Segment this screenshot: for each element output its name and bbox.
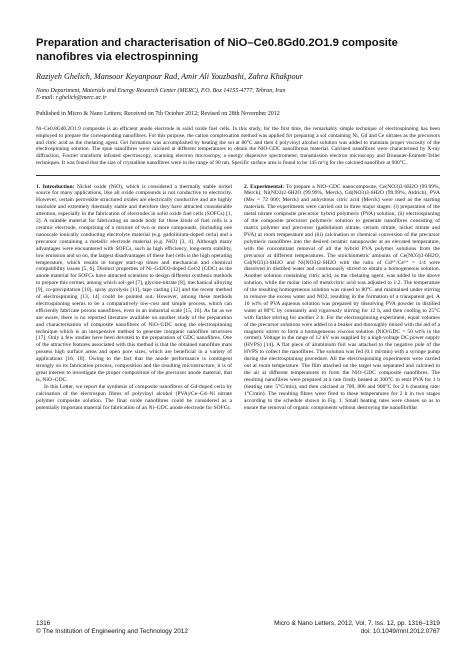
section-heading: 2. Experimental: (244, 183, 285, 190)
paragraph-text: To prepare a NiO–GDC nanocomposite, Ce(NO3)3·6H2O (99.99%, Merck), Ni(NO3)2·6H2O (99.99%, Merck), Gd(NO3)3·6H2O (99.99%, Aldrich), PVA (Mw = 72 000; Merck) and anhydrous citric acid (Merck) were used as the starting materials. The experiments were carried out in three major stages: (i) preparation of the metal nitrate composite precursor hybrid polymeric (PVA) solution, (ii) electrospinning of the composite precursor polymeric solution to generate nanofibres consisting of matrix polymer and precursor (gadolinium nitrate, cerium nitrate, nickel nitrate and PVA) at room temperature and (iii) calcination or chemical conversion of the precursor polymeric nanofibres into the desired ceramic nanopowder at an elevated temperature, with the concomitant removal of all the hybrid PVA polymer solutions from the precursor at different temperatures. The stoichiometric amounts of Ce(NO3)3·6H2O, Gd(NO3)3·6H2O and Ni(NO3)2·6H2O with the ratio of Gd³⁺/Ce³⁺ = 1/4 were dissolved in distilled water and continuously stirred to obtain a homogeneous solution. Another solution containing citric acid, as the chelating agent, was added to the above solution, while the molar ratio of metal:citric acid was adjusted to 1:2. The temperature of the resulting homogeneous solution was raised to 80°C and maintained under stirring to remove the excess water and NO2, resulting in the formation of a transparent gel. A 10 wt% of PVA aqueous solution was prepared by dissolving PVA powder in distilled water at 80°C by constantly and vigorously stirring for 12 h, and then cooling to 25°C with further stirring for another 2 h. For the electrospinning experiment, equal volumes of the precursor solutions were added to a beaker and thoroughly mixed with the aid of a magnetic stirrer to form a homogeneous viscous solution (NiO/GDC = 50 wt% in the cermet). Voltage in the range of 12 kV was supplied by a high-voltage DC power supply (HVPS) [14]. A flat piece of aluminium foil was attached to the negative pole of the HVPS to collect the nanofibres. The solution was fed (0.1 ml/min) with a syringe pump during the electrospinning procedure. All the electrospinning experiments were carried out at room temperature. The film attached on the target was separated and calcined in the air at different temperatures to form the NiO–GDC composite nanofibres. The resulting nanofibres were prepared at a rate firstly heated at 300°C to emit PVA for 1 h (heating rate: 5°C/min), and then calcined at 700, 800 and 900°C for 2 h (heating rate: 1°C/min). The resulting fibres were fired to these temperatures for 2 h in two stages according to the schedule shown in Fig. 1. Small heating rates were chosen so as to ensure the removal of organic components without destroying the nanofibrillar (244, 183, 440, 411)
author-list: Raziyeh Ghelich, Mansoor Keyanpour Rad, Amir Ali Youzbashi, Zahra Khakpour (36, 72, 303, 81)
affiliation (36, 88, 440, 103)
paragraph (244, 184, 440, 412)
paper-title: Preparation and characterisation of NiO–Ce0.8Gd0.2O1.9 composite nanofibres via electrospinning (36, 37, 398, 63)
paragraph-text: Nickel oxide (NiO), which is considered a thermally stable nickel source for many applications, like all oxide compounds is not conductive to electricity. However, certain perovskite structured oxides are electrically conductive and are highly insoluble and extremely thermally stable and therefore they have attracted considerable attention, especially in the fabrication of electrodes in solid oxide fuel cells (SOFCs) [1, 2]. A suitable material for fabricating an anode body for these kinds of fuel cells is a ceramic electrode, comprising of a mixture of two or more compounds, (including one nanoscale ionically conducting electrolyte material (e.g. gadolinium-doped ceria) and a precursor containing a metallic electrode material (e.g. NiO) [3, 4]. Although many advantages were encountered with SOFCs, such as high efficiency, long-term stability, low emission and so on, the largest disadvantages of these fuel cells is the high operating temperature, which results in longer start-up times and mechanical and chemical compatibility issues [5, 6]. Distinct properties of Ni–Gd2O3-doped CeO2 (GDC) as the anode material for SOFCs have attracted scientists to design different synthesis methods to prepare this cermet, among which sol–gel [7], glycine-nitrate [8], mechanical alloying [9], co-precipitation [10], spray pyrolysis [11], tape casting [12] and the recent method of electrospinning [13, 14] could be pointed out. However, among these methods electrospinning seems to be a comparatively low-cost and simple process, which can efficiently fabricate porous nanofibres, even in an industrial scale [15, 16]. As far as we are aware, there is no reported literature available on another study of the preparation and characterisation of composite nanofibres of NiO–GDC using the electrospinning technique which is an inexpensive method to generate inorganic nanofibre structures [17]. Only a few studies have been devoted to the preparation of GDC nanofibres. One of the attractive features associated with this method is that the obtained nanofibre mats possess high surface areas and open pore sizes, which are beneficial in a variety of applications [16, 18]. Owing to the fact that the anode performance is contingent strongly on its fabrication process, composition and the resulting microstructure, it is of great interest to investigate the proper composition of the precursor anode material, that is, NiO–GDC. (36, 183, 232, 383)
doi-link[interactable]: doi: 10.1049/mnl.2012.0767 (360, 628, 440, 635)
right-column (244, 184, 440, 412)
journal-citation: Micro & Nano Letters, 2012, Vol. 7, Iss. 12, pp. 1316–1319 (274, 620, 440, 627)
copyright: © The Institution of Engineering and Technology 2012 (36, 628, 188, 635)
body-columns (36, 184, 440, 412)
paper-page (36, 36, 440, 411)
affiliation-email[interactable]: E-mail: r.ghelich@merc.ac.ir (36, 95, 107, 102)
page-footer (36, 620, 440, 636)
paragraph (36, 184, 232, 384)
paragraph-text: In this Letter, we report the synthesis of composite nanofibres of Gd-doped ceria by calcination of the electrospun fibres of polyvinyl alcohol (PVA)/Ce–Gd–Ni nitrate polymer composite solution. The final oxide nanofibres could be considered as a potentially important material for fabrication of an Ni–GDC anode electrode for SOFCs. (36, 383, 232, 411)
section-heading: 1. Introduction: (36, 183, 75, 190)
page-number: 1316 (36, 620, 51, 627)
abstract: Ni–Ce0.8Gd0.2O1.9 composite is an efficient anode electrode in solid oxide fuel cells. In this study, for the first time, the remarkably simple technique of electrospinning has been employed to prepare the corresponding nanofibres. For this purpose, the cation complexation method was applied for preparing a sol containing Ni, Gd and Ce nitrates as the precursors and citric acid as the chelating agent. Gel formation was accomplished by heating the sol at 80°C and then 4 polyvinyl alcohol solution was added to maintain proper viscosity of the electrospinning solution. The spun nanofibres were calcined at different temperatures to obtain the NiO-GDC nanofibrous material. Calcined nanofibres were characterised by X-ray diffraction, Fourier transform infrared spectroscopy, scanning electron microscopy, a energy dispersive spectrometer, transmission electron microscopy and Brunauer-Emmett-Teller techniques. It was found that the size of crystalline nanofibres were in the range of 90 nm. Specific surface area is found to be 145 m²/g for the calcined nanofibre at 900°C. (36, 126, 440, 175)
paragraph (36, 384, 232, 412)
publication-info: Published in Micro & Nano Letters; Received on 7th October 2012; Revised on 28th November 2012 (36, 110, 280, 117)
affiliation-address: Nano Department, Materials and Energy Research Center (MERC), P.O. Box 14155-4777, Tehran, Iran (36, 88, 286, 94)
left-column (36, 184, 232, 412)
